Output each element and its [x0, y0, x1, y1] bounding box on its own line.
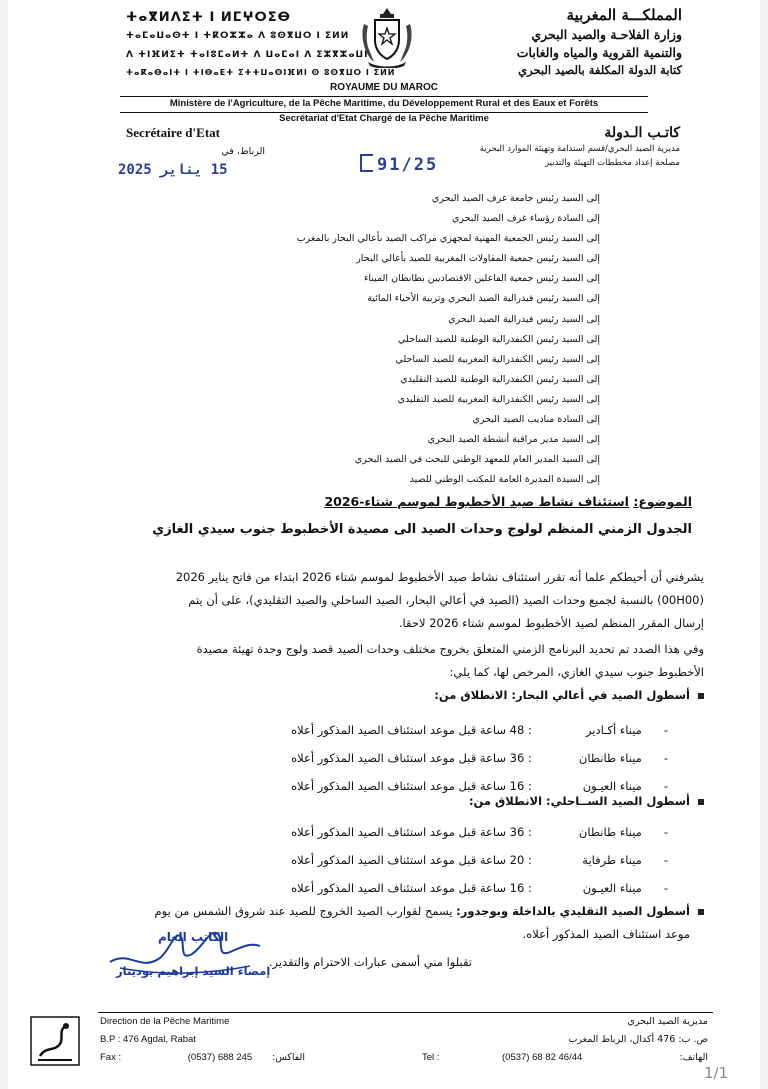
- recipient-line: إلى السيد رئيس الكنفدرالية المغربية للصيد التقليدي: [397, 393, 600, 405]
- fleet-coastal-ports: [291, 818, 668, 902]
- arabic-kingdom: المملكـــة المغربية: [566, 6, 682, 24]
- port-row: -ميناء طرفاية: 20 ساعة قبل موعد استئناف الصيد المذكور أعلاه: [291, 846, 668, 874]
- fax-label-ar: الفاكس:: [272, 1052, 306, 1063]
- recipient-line: إلى السيد رئيس جامعة غرف الصيد البحري: [431, 193, 600, 204]
- fax-number: (0537) 688 245: [187, 1052, 253, 1063]
- fleet-offshore-label: أسطول الصيد في أعالي البحار: الانطلاق من:: [434, 688, 690, 702]
- reference-number: 91/25: [377, 155, 439, 175]
- port-name: ميناء العيـون: [582, 779, 642, 793]
- directorate-ar: مديرية الصيد البحري/قسم استدامة وتهيئة الموارد البحرية: [479, 144, 680, 154]
- port-time: : 36 ساعة قبل موعد استئناف الصيد المذكور أعلاه: [291, 751, 532, 765]
- paragraph-2-line: وفي هذا الصدد تم تحديد البرنامج الزمني المتعلق بخروج مختلف وحدات الصيد قصد ولوج وحدة تهيئة مصيدة: [196, 642, 704, 656]
- date-stamp: 15 يناير 2025: [118, 162, 228, 178]
- recipient-line: إلى السيد رئيس الكنفدرالية المغربية للصيد الساحلي: [395, 353, 600, 365]
- tel-number: (0537) 68 82 46/44: [502, 1052, 583, 1063]
- recipient-line: إلى السيد رئيس فيدرالية الصيد البحري وتربية الأحياء المائية: [367, 293, 600, 305]
- fleet-artisanal-line: [155, 900, 704, 923]
- subject-line: [324, 494, 692, 509]
- footer-fax-fr: [100, 1052, 252, 1063]
- port-time: : 36 ساعة قبل موعد استئناف الصيد المذكور أعلاه: [291, 825, 532, 839]
- arabic-ministry-2: والتنمية القروية والمياه والغابات: [516, 45, 682, 60]
- tifinagh-ministry-1: ⵜⴰⵎⴰⵡⴰⵙⵜ ⵏ ⵜⴽⵔⵣⵣⴰ ⴷ ⵓⵙⴳⵡⵔ ⵏ ⵉⵍⵍ: [126, 31, 350, 41]
- reference-stamp: [360, 154, 438, 175]
- recipient-line: إلى السيد رئيس الجمعية المهنية لمجهزي مراكب الصيد بأعالي البحار بالمغرب: [296, 233, 600, 245]
- fleet-coastal-label: أسطول الصيد الســاحلي: الانطلاق من:: [468, 794, 690, 808]
- fleet-offshore-ports: [291, 716, 668, 800]
- recipient-line: إلى السيد رئيس جمعية المقاولات المغربية للصيد بأعالي البحار: [356, 253, 600, 265]
- recipient-line: إلى السيد مدير مراقبة أنشطة الصيد البحري: [427, 434, 600, 446]
- port-row: -ميناء العيـون: 16 ساعة قبل موعد استئناف الصيد المذكور أعلاه: [291, 874, 668, 902]
- fleet-artisanal-text-2: موعد استئناف الصيد المذكور أعلاه.: [522, 927, 690, 941]
- paragraph-1-line: (00H00) بالنسبة لجميع وحدات الصيد (الصيد في أعالي البحار، الصيد الساحلي والصيد التقليدي)، على أن يتم: [188, 593, 704, 607]
- letter-page: [8, 0, 760, 1089]
- tel-label-ar: الهاتف:: [679, 1052, 708, 1063]
- recipient-line: إلى السيدة المديرة العامة للمكتب الوطني للصيد: [409, 474, 600, 486]
- signature-name: إمضاء السيد إبراهيم بودينار: [116, 964, 271, 978]
- port-time: : 16 ساعة قبل موعد استئناف الصيد المذكور أعلاه: [291, 881, 532, 895]
- port-time: : 16 ساعة قبل موعد استئناف الصيد المذكور أعلاه: [291, 779, 532, 793]
- port-row: -ميناء العيـون: 16 ساعة قبل موعد استئناف الصيد المذكور أعلاه: [291, 772, 668, 800]
- tel-label-fr: Tel :: [422, 1052, 440, 1063]
- secretary-ar: كاتـب الـدولة: [604, 125, 680, 141]
- footer-address-fr: B.P : 476 Agdal, Rabat: [100, 1034, 196, 1045]
- bullet-icon: [698, 799, 704, 805]
- recipient-line: إلى السادة رؤساء غرف الصيد البحري: [451, 213, 600, 225]
- paragraph-1-line: إرسال المقرر المنظم لصيد الأخطبوط لموسم شتاء 2026 لاحقا.: [398, 616, 704, 630]
- coat-of-arms-icon: [358, 6, 416, 68]
- fleet-artisanal-text: يسمح لقوارب الصيد الخروج للصيد عند شروق الشمس من يوم: [154, 904, 453, 918]
- recipient-line: إلى السيد رئيس جمعية الفاعلين الاقتصاديين بطانطان الميناء: [363, 273, 600, 285]
- footer-dept-fr: Direction de la Pêche Maritime: [100, 1016, 230, 1027]
- arabic-ministry-3: كتابة الدولة المكلفة بالصيد البحري: [518, 63, 682, 77]
- footer-rule: [98, 1012, 713, 1013]
- place-date-prefix: الرباط، في: [221, 146, 265, 157]
- recipient-line: إلى السيد رئيس الكنفدرالية الوطنية للصيد الساحلي: [398, 333, 600, 345]
- fleet-artisanal-title: أسطول الصيد التقليدي بالداخلة وبوجدور:: [456, 904, 690, 918]
- bullet-icon: [698, 909, 704, 915]
- paragraph-1: [74, 566, 704, 635]
- fleet-offshore-title: [434, 688, 704, 702]
- secretary-fr: Secrétaire d'Etat: [126, 125, 220, 140]
- stamp-mark-icon: [360, 154, 373, 172]
- closing-line: تقبلوا مني أسمى عبارات الاحترام والتقدير.: [268, 955, 472, 969]
- paragraph-2-line: الأخطبوط جنوب سيدي الغازي، المرخص لها، كما يلي:: [449, 665, 704, 679]
- tifinagh-kingdom: ⵜⴰⴳⵍⴷⵉⵜ ⵏ ⵍⵎⵖⵔⵉⴱ: [126, 10, 291, 25]
- fleet-coastal-title: [469, 794, 704, 808]
- ministry-logo-icon: [30, 1016, 80, 1066]
- port-name: ميناء طرفاية: [582, 853, 642, 867]
- bullet-icon: [698, 693, 704, 699]
- tifinagh-ministry-3: ⵜⴰⴽⴰⴱⴰⵏⵜ ⵏ ⵜⵏⴱⴰⴹⵜ ⵉⵜⵜⵡⴰⵙⵏⴼⵍⵏ ⵙ ⵓⵙⴳⵡⵔ ⵏ ⵉⵍⵍ: [126, 68, 396, 77]
- signature-title: الكاتب العام: [158, 930, 229, 944]
- tifinagh-ministry-2: ⴷ ⵜⵏⴼⵍⵉⵜ ⵜⴰⵏⵓⵎⴰⵍⵜ ⴷ ⵡⴰⵎⴰⵏ ⴷ ⵉⵣⴳⵣⴰⵡⵏ: [126, 50, 369, 60]
- subject-label: الموضوع:: [633, 494, 692, 509]
- recipient-line: إلى السادة مناديب الصيد البحري: [472, 414, 600, 426]
- recipients-list: [297, 189, 600, 490]
- footer-address-ar: ص. ب: 476 أكدال، الرباط المغرب: [568, 1034, 708, 1045]
- ministry-fr: Ministère de l'Agriculture, de la Pêche Maritime, du Développement Rural et des Eaux et Forêts: [169, 98, 599, 109]
- secretariat-fr: Secrétariat d'Etat Chargé de la Pêche Maritime: [279, 113, 489, 124]
- footer-dept-ar: مديرية الصيد البحري: [627, 1016, 708, 1027]
- port-row: -ميناء طانطان: 36 ساعة قبل موعد استئناف الصيد المذكور أعلاه: [291, 818, 668, 846]
- kingdom-fr: ROYAUME DU MAROC: [330, 82, 438, 93]
- port-row: -ميناء أكـادير: 48 ساعة قبل موعد استئناف الصيد المذكور أعلاه: [291, 716, 668, 744]
- paragraph-2: [74, 638, 704, 684]
- port-row: -ميناء طانطان: 36 ساعة قبل موعد استئناف الصيد المذكور أعلاه: [291, 744, 668, 772]
- port-name: ميناء أكـادير: [585, 723, 642, 737]
- port-time: : 48 ساعة قبل موعد استئناف الصيد المذكور أعلاه: [291, 723, 532, 737]
- port-name: ميناء طانطان: [578, 825, 642, 839]
- page-indicator: 1/1: [704, 1064, 729, 1082]
- recipient-line: إلى السيد رئيس فيدرالية الصيد البحري: [448, 313, 600, 325]
- port-name: ميناء طانطان: [578, 751, 642, 765]
- recipient-line: إلى السيد المدير العام للمعهد الوطني للبحث في الصيد البحري: [354, 454, 600, 466]
- arabic-ministry-1: وزارة الفلاحـة والصيد البحري: [531, 27, 682, 42]
- paragraph-1-line: يشرفني أن أحيطكم علما أنه تقرر استئناف نشاط صيد الأخطبوط لموسم شتاء 2026 ابتداء من فاتح يناير 2026: [175, 570, 704, 584]
- port-name: ميناء العيـون: [582, 881, 642, 895]
- recipient-line: إلى السيد رئيس الكنفدرالية الوطنية للصيد التقليدي: [400, 373, 600, 385]
- header-rule-1: [120, 96, 648, 97]
- subject-text: استئناف نشاط صيد الأخطبوط لموسم شتاء-2026: [324, 494, 629, 509]
- port-time: : 20 ساعة قبل موعد استئناف الصيد المذكور أعلاه: [291, 853, 532, 867]
- service-ar: مصلحة إعداد مخططات التهيئة والتدبير: [544, 158, 680, 168]
- subject-heading: الجدول الزمني المنظم لولوج وحدات الصيد الى مصيدة الأخطبوط جنوب سيدي الغازي: [152, 522, 692, 537]
- fax-label-fr: Fax :: [100, 1052, 122, 1063]
